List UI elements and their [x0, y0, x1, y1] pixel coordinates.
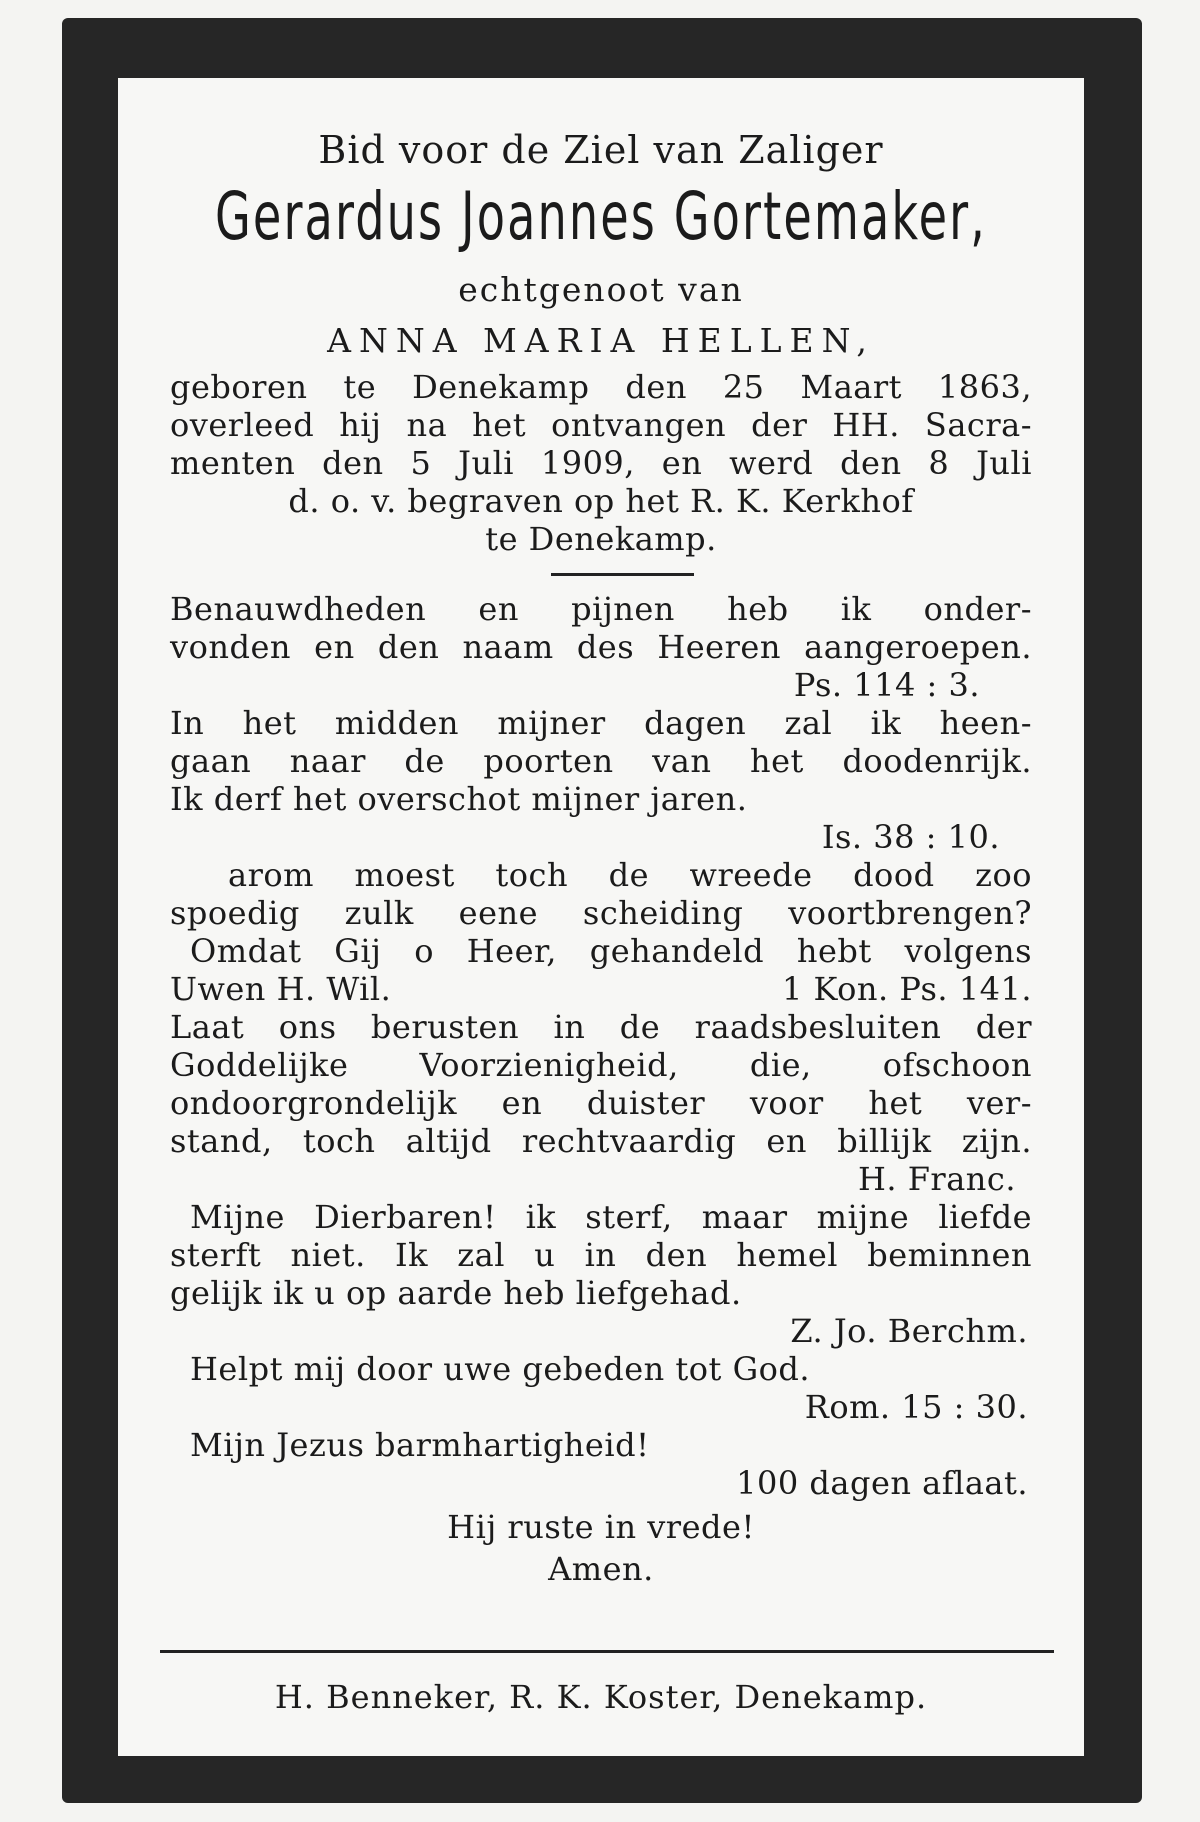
verse-line-12: ondoorgrondelijk en duister voor het ver- [170, 1084, 1032, 1122]
bio-line-1: geboren te Denekamp den 25 Maart 1863, [170, 368, 1032, 406]
memorial-card [118, 78, 1084, 1756]
deceased-name: Gerardus Joannes Gortemaker, [215, 178, 987, 255]
verse-line-11: Goddelijke Voorzienigheid, die, ofschoon [170, 1046, 1032, 1084]
bio-line-5: te Denekamp. [485, 520, 717, 558]
printer-credit: H. Benneker, R. K. Koster, Denekamp. [274, 1678, 928, 1716]
verse-ref-6: Rom. 15 : 30. [804, 1388, 1028, 1426]
verse-line-3: In het midden mijner dagen zal ik heen- [170, 704, 1032, 742]
intro-line: Bid voor de Ziel van Zaliger [318, 128, 884, 172]
verse-line-17: Helpt mij door uwe gebeden tot God. [190, 1350, 811, 1388]
card-content [118, 78, 1084, 1756]
bio-line-4: d. o. v. begraven op het R. K. Kerkhof [288, 482, 914, 520]
verse-line-8: Omdat Gij o Heer, gehandeld hebt volgens [190, 932, 1032, 970]
bio-line-3: menten den 5 Juli 1909, en werd den 8 Juli [170, 444, 1032, 482]
verse-line-2: vonden en den naam des Heeren aangeroepen. [170, 628, 1032, 666]
verse-line-6: arom moest toch de wreede dood zoo [228, 856, 1032, 894]
verse-ref-2: Is. 38 : 10. [821, 818, 1000, 856]
verse-line-5: Ik derf het overschot mijner jaren. [170, 780, 748, 818]
indulgence-line: 100 dagen aflaat. [736, 1464, 1028, 1502]
divider-rule [551, 573, 694, 576]
verse-ref-1: Ps. 114 : 3. [793, 666, 980, 704]
verse-line-4: gaan naar de poorten van het doodenrijk. [170, 742, 1032, 780]
verse-line-10: Laat ons berusten in de raadsbesluiten der [170, 1008, 1032, 1046]
verse-line-18: Mijn Jezus barmhartigheid! [190, 1426, 650, 1464]
footer-rule [160, 1650, 1054, 1653]
verse-line-15: sterft niet. Ik zal u in den hemel beminnen [170, 1236, 1032, 1274]
spouse-intro: echtgenoot van [458, 270, 744, 309]
verse-line-16: gelijk ik u op aarde heb liefgehad. [170, 1274, 742, 1312]
verse-line-9: Uwen H. Wil. [170, 970, 392, 1008]
verse-line-1: Benauwdheden en pijnen heb ik onder- [170, 590, 1032, 628]
verse-ref-4: H. Franc. [857, 1160, 1016, 1198]
verse-line-13: stand, toch altijd rechtvaardig en billijk zijn. [170, 1122, 1032, 1160]
spouse-name: ANNA MARIA HELLEN, [327, 321, 875, 360]
verse-line-14: Mijne Dierbaren! ik sterf, maar mijne liefde [190, 1198, 1032, 1236]
verse-ref-3: 1 Kon. Ps. 141. [782, 970, 1032, 1008]
amen-line: Amen. [548, 1550, 654, 1588]
verse-ref-5: Z. Jo. Berchm. [790, 1312, 1028, 1350]
rest-in-peace-line: Hij ruste in vrede! [447, 1508, 755, 1546]
bio-line-2: overleed hij na het ontvangen der HH. Sacra- [170, 406, 1032, 444]
verse-line-7: spoedig zulk eene scheiding voortbrengen? [170, 894, 1032, 932]
